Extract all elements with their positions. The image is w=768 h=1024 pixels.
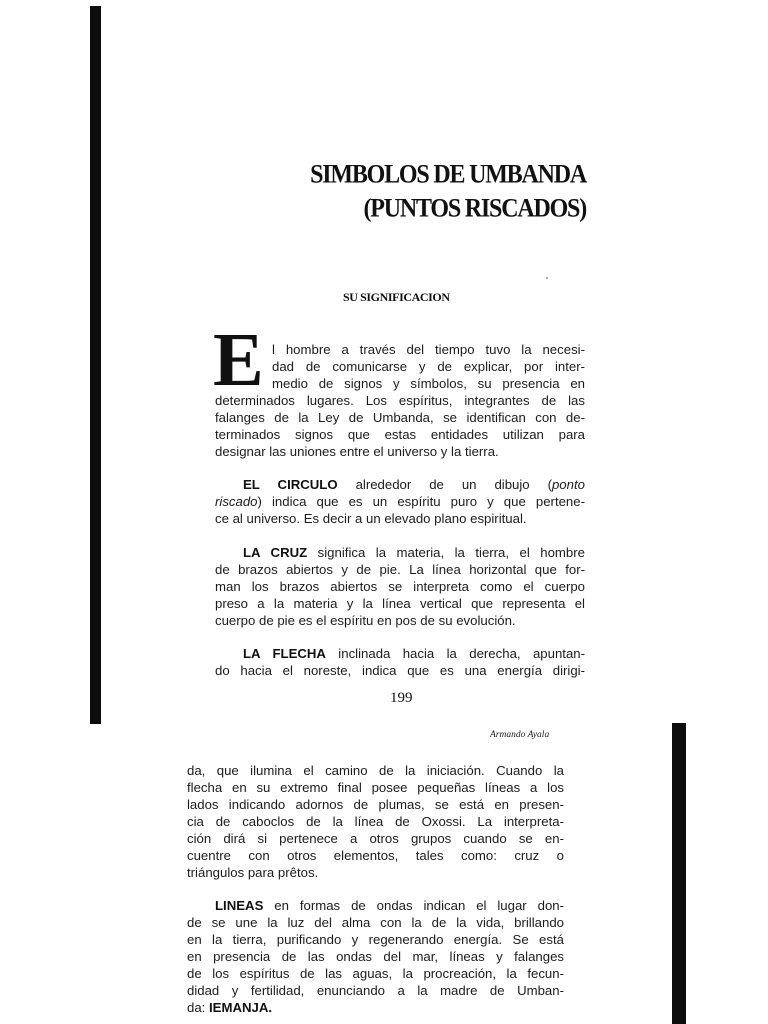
lineas-line: da: IEMANJA. [187,1000,273,1015]
page-number: 199 [390,690,413,706]
term-ponto: ponto [551,477,585,492]
intro-line: terminados signos que estas entidades utilizan para [215,427,585,442]
lineas-line: en presencia de las ondas del mar, líneas y falanges [187,949,564,964]
scan-speck [546,277,548,279]
keyword-iemanja: IEMANJA. [209,1000,273,1015]
page-title-line1: SIMBOLOS DE UMBANDA [310,160,586,190]
continuation-line: flecha en su extremo final posee pequeñas líneas a los [187,780,564,795]
drop-cap: E [213,318,264,402]
continuation-line: triángulos para prêtos. [187,865,319,880]
right-binding-bar [672,723,686,1024]
circulo-line: EL CIRCULO alrededor de un dibujo (ponto [243,477,585,492]
lineas-line: de se une la luz del alma con la de la vida, brillando [187,915,564,930]
intro-line: determinados lugares. Los espíritus, integrantes de las [215,393,585,408]
term-riscado: riscado [215,494,258,509]
flecha-line: do hacia el noreste, indica que es una energía dirigi- [215,663,585,678]
keyword-lineas: LINEAS [215,898,264,913]
section-subtitle: SU SIGNIFICACION [343,290,450,304]
cruz-line: preso a la materia y la línea vertical que representa el [215,596,585,611]
keyword-flecha: LA FLECHA [243,646,326,661]
intro-line: l hombre a través del tiempo tuvo la necesi- [272,342,585,357]
continuation-line: cia de caboclos de la línea de Oxossi. La interpreta- [187,814,564,829]
keyword-cruz: LA CRUZ [243,545,308,560]
lineas-line: didad y fertilidad, enunciando a la madre de Umban- [187,983,564,998]
author-running-head: Armando Ayala [490,730,550,740]
intro-line: designar las uniones entre el universo y la tierra. [215,444,499,459]
intro-line: falanges de la Ley de Umbanda, se identifican con de- [215,410,585,425]
continuation-line: lados indicando adornos de plumas, se está en presen- [187,797,564,812]
cruz-line: LA CRUZ significa la materia, la tierra, el hombre [243,545,585,560]
cruz-line: man los brazos abiertos se interpreta como el cuerpo [215,579,585,594]
lineas-line: en la tierra, purificando y regenerando energía. Se está [187,932,564,947]
lineas-line: LINEAS en formas de ondas indican el lugar don- [215,898,564,913]
circulo-line: ce al universo. Es decir a un elevado plano espiritual. [215,511,527,526]
intro-line: medio de signos y símbolos, su presencia en [272,376,585,391]
continuation-line: da, que ilumina el camino de la iniciación. Cuando la [187,763,564,778]
left-binding-bar [90,6,101,724]
cruz-line: de brazos abiertos y de pie. La línea horizontal que for- [215,562,585,577]
intro-line: dad de comunicarse y de explicar, por inter- [272,359,585,374]
continuation-line: cuentre con otros elementos, tales como: cruz o [187,848,564,863]
keyword-circulo: EL CIRCULO [243,477,338,492]
circulo-line: riscado) indica que es un espíritu puro y que pertene- [215,494,585,509]
lineas-line: de los espíritus de las aguas, la procreación, la fecun- [187,966,564,981]
continuation-line: ción dirá si pertenece a otros grupos cuando se en- [187,831,564,846]
page-title-line2: (PUNTOS RISCADOS) [363,194,586,224]
cruz-line: cuerpo de pie es el espíritu en pos de su evolución. [215,613,516,628]
flecha-line: LA FLECHA inclinada hacia la derecha, apuntan- [243,646,585,661]
